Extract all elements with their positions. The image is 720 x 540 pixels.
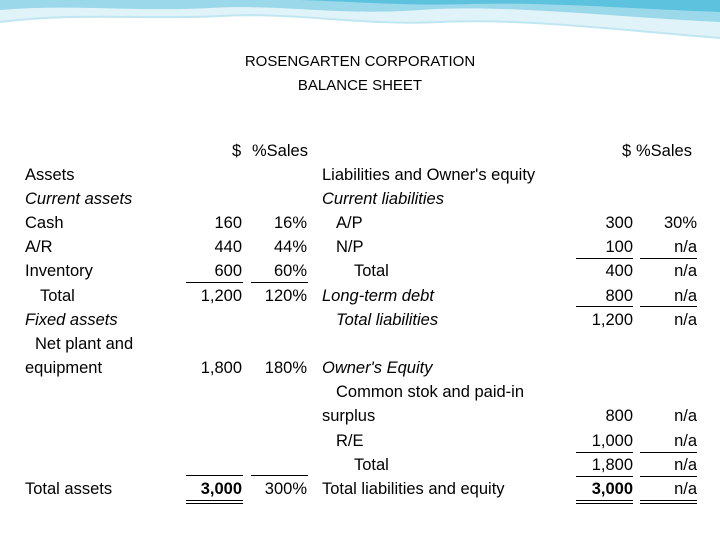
pct-equity-total: n/a <box>674 456 697 474</box>
pct-current-total: 120% <box>264 287 307 305</box>
label-current-total: Total <box>40 287 75 305</box>
underline-ltd-value <box>576 306 633 307</box>
pct-re: n/a <box>674 432 697 450</box>
label-long-term-debt: Long-term debt <box>322 287 434 305</box>
page-title-balance-sheet: BALANCE SHEET <box>297 77 423 94</box>
label-liabilities-equity: Liabilities and Owner's equity <box>322 166 536 184</box>
label-ap: A/P <box>336 214 363 232</box>
double-underline-total-le-pct <box>640 500 697 504</box>
pct-long-term-debt: n/a <box>674 287 697 305</box>
underline-re-pct <box>640 452 697 453</box>
value-current-liab-total: 400 <box>605 262 633 280</box>
pct-cash: 16% <box>273 214 307 232</box>
value-inventory: 600 <box>214 262 242 280</box>
right-header-dollar: $ <box>622 142 632 160</box>
left-header-pct-sales: %Sales <box>252 142 308 160</box>
pct-ar: 44% <box>273 238 307 256</box>
value-ap: 300 <box>605 214 633 232</box>
label-common-stock-line2: surplus <box>322 407 376 425</box>
value-total-liabilities-equity: 3,000 <box>591 480 633 498</box>
label-inventory: Inventory <box>25 262 93 280</box>
underline-equity-total-pct <box>640 476 697 477</box>
underline-total-assets-value <box>186 475 243 476</box>
underline-equity-total-value <box>576 476 633 477</box>
right-header-pct-sales: %Sales <box>636 142 692 160</box>
label-current-assets: Current assets <box>25 190 133 208</box>
label-fixed-assets: Fixed assets <box>25 311 118 329</box>
label-net-plant-line1: Net plant and <box>35 335 134 353</box>
pct-ap: 30% <box>663 214 697 232</box>
pct-np: n/a <box>674 238 697 256</box>
underline-np-pct <box>640 258 697 259</box>
value-total-assets: 3,000 <box>200 480 242 498</box>
value-equity-total: 1,800 <box>591 456 633 474</box>
pct-total-liabilities-equity: n/a <box>674 480 697 498</box>
label-owners-equity: Owner's Equity <box>322 359 433 377</box>
label-current-liabilities: Current liabilities <box>322 190 444 208</box>
value-net-plant: 1,800 <box>200 359 242 377</box>
value-long-term-debt: 800 <box>605 287 633 305</box>
underline-re-value <box>576 452 633 453</box>
value-cash: 160 <box>214 214 242 232</box>
left-header-dollar: $ <box>232 142 242 160</box>
underline-ltd-pct <box>640 306 697 307</box>
pct-inventory: 60% <box>273 262 307 280</box>
underline-inventory-value <box>186 282 243 283</box>
label-assets: Assets <box>25 166 75 184</box>
underline-np-value <box>576 258 633 259</box>
value-np: 100 <box>605 238 633 256</box>
double-underline-total-assets <box>186 500 243 504</box>
label-total-assets: Total assets <box>25 480 113 498</box>
label-total-liabilities-equity: Total liabilities and equity <box>322 480 505 498</box>
value-common-stock: 800 <box>605 407 633 425</box>
label-cash: Cash <box>25 214 64 232</box>
page-title-company: ROSENGARTEN CORPORATION <box>244 53 476 70</box>
value-current-total: 1,200 <box>200 287 242 305</box>
label-current-liab-total: Total <box>354 262 389 280</box>
value-ar: 440 <box>214 238 242 256</box>
label-re: R/E <box>336 432 364 450</box>
double-underline-total-le-value <box>576 500 633 504</box>
pct-total-liabilities: n/a <box>674 311 697 329</box>
label-common-stock-line1: Common stok and paid-in <box>336 383 525 401</box>
value-re: 1,000 <box>591 432 633 450</box>
label-np: N/P <box>336 238 364 256</box>
pct-total-assets: 300% <box>264 480 307 498</box>
pct-current-liab-total: n/a <box>674 262 697 280</box>
label-net-plant-line2: equipment <box>25 359 103 377</box>
label-total-liabilities: Total liabilities <box>336 311 439 329</box>
label-ar: A/R <box>25 238 53 256</box>
pct-net-plant: 180% <box>264 359 307 377</box>
pct-common-stock: n/a <box>674 407 697 425</box>
underline-total-assets-pct <box>251 475 308 476</box>
label-equity-total: Total <box>354 456 389 474</box>
underline-inventory-pct <box>251 282 308 283</box>
value-total-liabilities: 1,200 <box>591 311 633 329</box>
